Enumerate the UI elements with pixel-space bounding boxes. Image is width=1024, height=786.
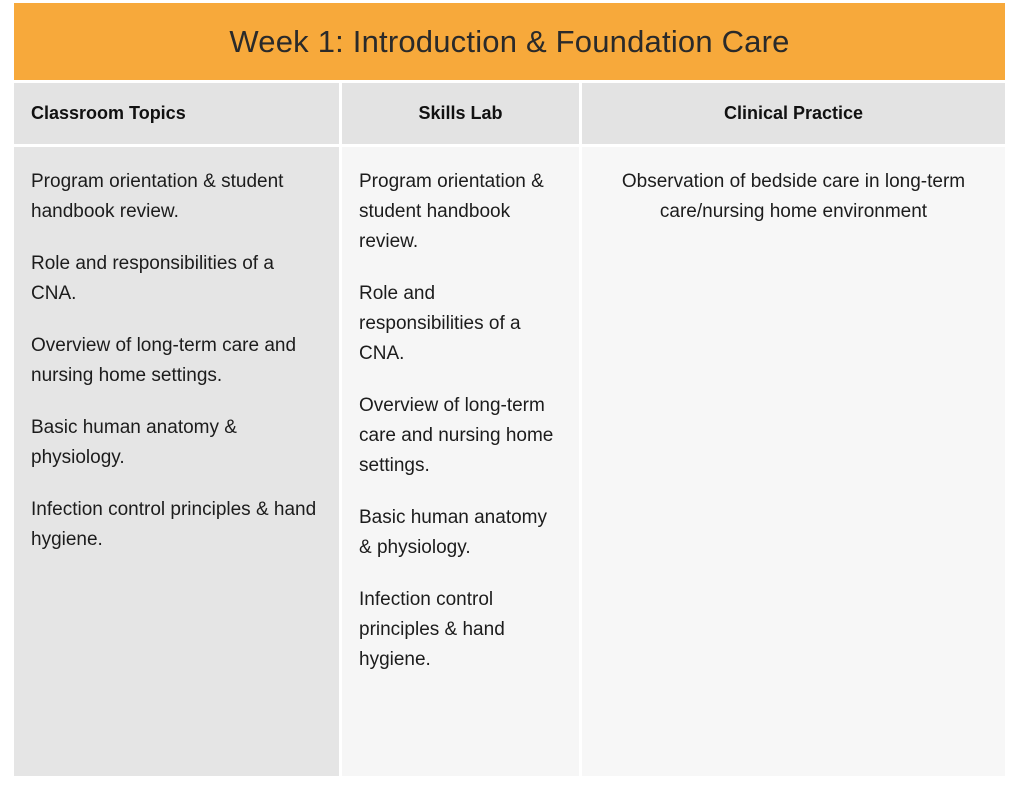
clinical-practice-cell — [582, 147, 1005, 776]
list-item: Observation of bedside care in long-term care/nursing home environment — [621, 171, 966, 222]
skills-lab-cell — [342, 147, 579, 776]
list-item: Role and responsibilities of a CNA. — [31, 253, 274, 304]
page-title: Week 1: Introduction & Foundation Care — [229, 23, 790, 59]
schedule-table — [14, 83, 1005, 776]
list-item: Infection control principles & hand hygiene. — [31, 499, 317, 550]
list-item: Overview of long-term care and nursing home settings. — [31, 335, 297, 386]
list-item: Infection control principles & hand hygiene. — [359, 589, 505, 670]
column-header-skills-lab: Skills Lab — [342, 83, 579, 144]
classroom-topics-cell — [14, 147, 339, 776]
list-item: Program orientation & student handbook review. — [359, 171, 544, 252]
column-header-classroom-topics: Classroom Topics — [14, 83, 339, 144]
list-item: Overview of long-term care and nursing home settings. — [359, 395, 554, 476]
list-item: Basic human anatomy & physiology. — [31, 417, 237, 468]
list-item: Program orientation & student handbook review. — [31, 171, 284, 222]
list-item: Basic human anatomy & physiology. — [359, 507, 547, 558]
title-banner — [14, 3, 1005, 80]
column-header-clinical-practice: Clinical Practice — [582, 83, 1005, 144]
list-item: Role and responsibilities of a CNA. — [359, 283, 521, 364]
